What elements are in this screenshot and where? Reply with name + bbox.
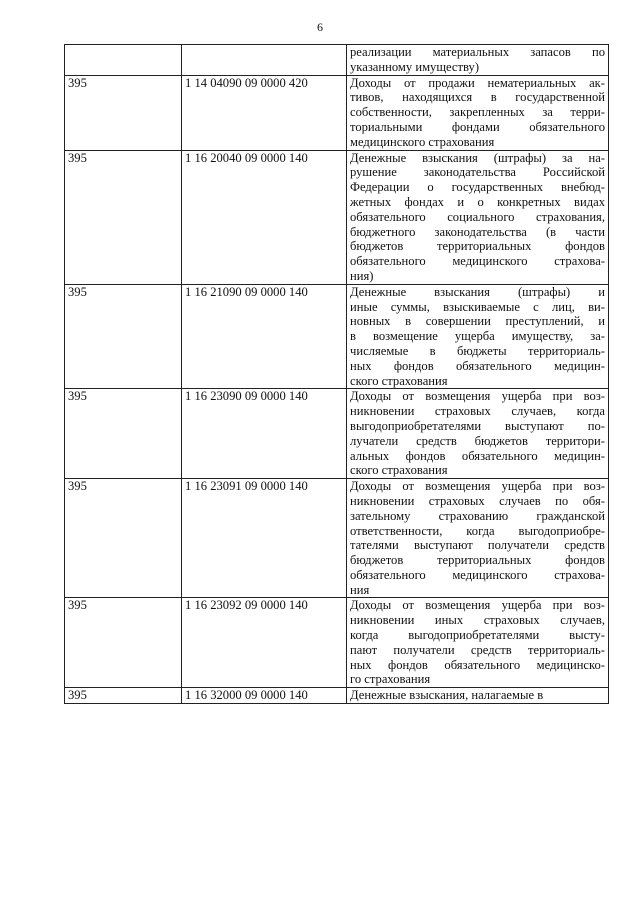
description-line: жетных фондах и о конкретных видах — [350, 194, 605, 209]
description-line: ных фондов обязательного медицин- — [350, 358, 605, 373]
table-row — [65, 75, 609, 150]
admin-code-cell: 395 — [65, 75, 182, 150]
description-line: зательному страхованию гражданской — [350, 508, 605, 523]
description-line: ответственности, когда выгодоприобре- — [350, 523, 605, 538]
budget-classification-table — [64, 44, 609, 704]
description-line: бюджетного законодательства (в части — [350, 224, 605, 239]
description-line: го страхования — [350, 672, 431, 687]
table-row — [65, 150, 609, 284]
description-line: тателями выступают получатели средств — [350, 538, 605, 553]
table-row — [65, 45, 609, 76]
description-cell — [347, 479, 609, 598]
table-row — [65, 688, 609, 704]
admin-code-cell — [65, 45, 182, 76]
description-line: ториальными фондами обязательного — [350, 119, 605, 134]
description-line: обязательного медицинского страхова- — [350, 567, 605, 582]
kbk-code-cell — [182, 45, 347, 76]
description-line: числяемые в бюджеты территориаль- — [350, 343, 605, 358]
description-line: рушение законодательства Российской — [350, 165, 605, 180]
description-line: Денежные взыскания, налагаемые в — [350, 688, 544, 703]
description-line: Доходы от продажи нематериальных ак- — [350, 75, 605, 90]
description-line: бюджетов территориальных фондов — [350, 239, 605, 254]
description-line: Доходы от возмещения ущерба при воз- — [350, 598, 605, 613]
description-line: тивов, находящихся в государственной — [350, 90, 605, 105]
table-row — [65, 479, 609, 598]
description-cell — [347, 45, 609, 76]
kbk-code-cell: 1 16 23092 09 0000 140 — [182, 598, 347, 688]
description-line: ского страхования — [350, 373, 448, 388]
description-line: иные суммы, взыскиваемые с лиц, ви- — [350, 299, 605, 314]
description-line: никновении иных страховых случаев, — [350, 613, 605, 628]
description-line: новных в совершении преступлений, и — [350, 314, 605, 329]
description-cell — [347, 598, 609, 688]
admin-code-cell: 395 — [65, 284, 182, 389]
description-cell — [347, 688, 609, 704]
kbk-code-cell: 1 14 04090 09 0000 420 — [182, 75, 347, 150]
description-line: альных фондов обязательного медицин- — [350, 448, 605, 463]
table-row — [65, 598, 609, 688]
description-line: Доходы от возмещения ущерба при воз- — [350, 479, 605, 494]
table-row — [65, 389, 609, 479]
admin-code-cell: 395 — [65, 479, 182, 598]
description-line: медицинского страхования — [350, 134, 495, 149]
admin-code-cell: 395 — [65, 598, 182, 688]
description-cell — [347, 284, 609, 389]
kbk-code-cell: 1 16 23090 09 0000 140 — [182, 389, 347, 479]
description-line: Федерации о государственных внебюд- — [350, 180, 605, 195]
description-line: никновении страховых случаев по обя- — [350, 493, 605, 508]
description-line: ского страхования — [350, 463, 448, 478]
description-line: обязательного социального страхования, — [350, 209, 605, 224]
admin-code-cell: 395 — [65, 688, 182, 704]
table-row — [65, 284, 609, 389]
description-cell — [347, 150, 609, 284]
table-body — [65, 45, 609, 704]
description-line: бюджетов территориальных фондов — [350, 553, 605, 568]
description-line: в возмещение ущерба имуществу, за- — [350, 329, 605, 344]
description-line: указанному имуществу) — [350, 59, 480, 74]
description-line: обязательного медицинского страхова- — [350, 254, 605, 269]
description-line: Денежные взыскания (штрафы) и — [350, 284, 605, 299]
kbk-code-cell: 1 16 20040 09 0000 140 — [182, 150, 347, 284]
description-line: ния) — [350, 268, 374, 283]
description-cell — [347, 75, 609, 150]
kbk-code-cell: 1 16 21090 09 0000 140 — [182, 284, 347, 389]
description-cell — [347, 389, 609, 479]
kbk-code-cell: 1 16 32000 09 0000 140 — [182, 688, 347, 704]
description-line: Денежные взыскания (штрафы) за на- — [350, 150, 605, 165]
page-number: 6 — [317, 20, 323, 34]
description-line: когда выгодоприобретателями высту- — [350, 628, 605, 643]
admin-code-cell: 395 — [65, 389, 182, 479]
admin-code-cell: 395 — [65, 150, 182, 284]
description-line: ния — [350, 582, 370, 597]
description-line: выгодоприобретателями выступают по- — [350, 418, 605, 433]
description-line: ных фондов обязательного медицинско- — [350, 657, 605, 672]
description-line: реализации материальных запасов по — [350, 45, 605, 59]
description-line: пают получатели средств территориаль- — [350, 642, 605, 657]
description-line: лучатели средств бюджетов территори- — [350, 433, 605, 448]
description-line: Доходы от возмещения ущерба при воз- — [350, 389, 605, 404]
description-line: никновении страховых случаев, когда — [350, 404, 605, 419]
kbk-code-cell: 1 16 23091 09 0000 140 — [182, 479, 347, 598]
description-line: собственности, закрепленных за терри- — [350, 105, 605, 120]
